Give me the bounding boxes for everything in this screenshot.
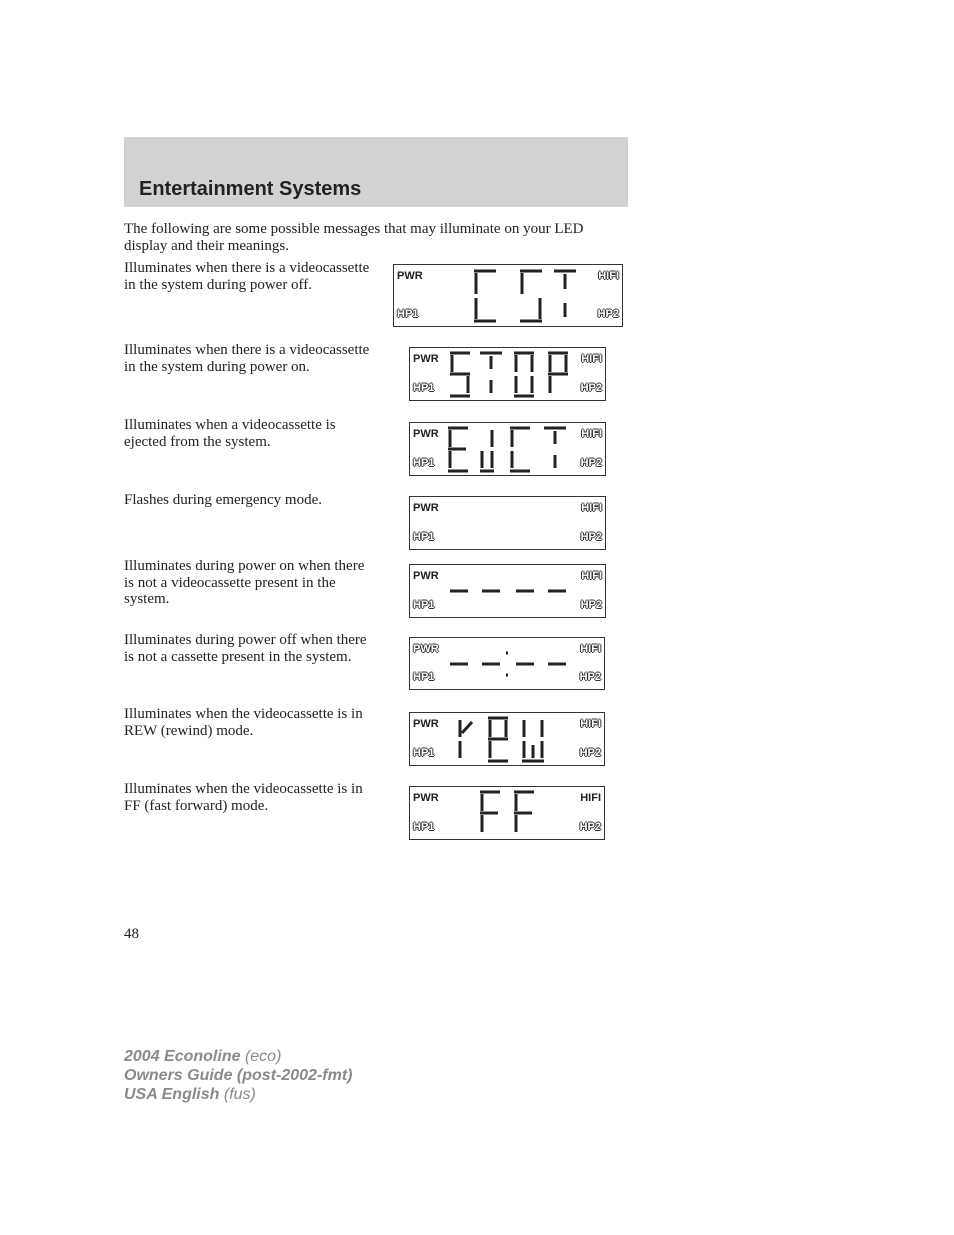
section-title: Entertainment Systems [139, 178, 362, 200]
message-description-ejct: Illuminates when a videocassette is ejected from the system. [124, 417, 336, 450]
hifi-indicator: HIFI [581, 428, 602, 440]
message-description-no-cassette-off: Illuminates during power off when there is not a cassette present in the system. [124, 632, 367, 665]
hp1-indicator: HP1 [413, 747, 435, 759]
lcd-display-no-cassette-on [409, 564, 606, 618]
lcd-display-cst [393, 264, 623, 327]
message-description-stop: Illuminates when there is a videocassette in the system during power on. [124, 342, 370, 375]
hifi-indicator: HIFI [581, 353, 602, 365]
hifi-indicator: HIFI [598, 270, 619, 282]
message-description-cst: Illuminates when there is a videocassette in the system during power off. [124, 260, 370, 293]
pwr-indicator: PWR [397, 270, 423, 282]
footer-line-1: 2004 Econoline (eco) [124, 1048, 282, 1065]
hifi-indicator: HIFI [581, 570, 602, 582]
pwr-indicator: PWR [413, 502, 439, 514]
lcd-display-ejct [409, 422, 606, 476]
segment-digits-cst [394, 265, 624, 328]
pwr-indicator: PWR [413, 570, 439, 582]
hp2-indicator: HP2 [580, 382, 602, 394]
hp1-indicator: HP1 [413, 821, 435, 833]
segment-digits-ejct [410, 423, 607, 477]
hp2-indicator: HP2 [579, 821, 601, 833]
pwr-indicator: PWR [413, 643, 439, 655]
hifi-indicator: HIFI [580, 643, 601, 655]
page-number: 48 [124, 926, 139, 942]
seg [462, 722, 472, 733]
segment-digits-stop [410, 348, 607, 402]
hp2-indicator: HP2 [579, 671, 601, 683]
segment-digits-dashes [410, 565, 607, 619]
message-description-rew: Illuminates when the videocassette is in REW (rewind) mode. [124, 706, 363, 739]
hp1-indicator: HP1 [413, 599, 435, 611]
lcd-display-rew [409, 712, 605, 766]
hifi-indicator: HIFI [581, 502, 602, 514]
segment-digits-ff [410, 787, 606, 841]
hp1-indicator: HP1 [413, 457, 435, 469]
pwr-indicator: PWR [413, 792, 439, 804]
hp2-indicator: HP2 [580, 457, 602, 469]
pwr-indicator: PWR [413, 353, 439, 365]
hp1-indicator: HP1 [397, 308, 419, 320]
pwr-indicator: PWR [413, 428, 439, 440]
hp1-indicator: HP1 [413, 671, 435, 683]
message-description-ff: Illuminates when the videocassette is in FF (fast forward) mode. [124, 781, 363, 814]
hp2-indicator: HP2 [579, 747, 601, 759]
message-description-emergency: Flashes during emergency mode. [124, 492, 323, 508]
document-footer [124, 1047, 352, 1104]
hifi-indicator: HIFI [580, 792, 601, 804]
hifi-indicator: HIFI [580, 718, 601, 730]
hp1-indicator: HP1 [413, 531, 435, 543]
hp2-indicator: HP2 [580, 531, 602, 543]
lcd-display-stop [409, 347, 606, 401]
lcd-display-no-cassette-off [409, 637, 605, 690]
hp1-indicator: HP1 [413, 382, 435, 394]
message-description-no-cassette-on: Illuminates during power on when there is not a videocassette present in the system. [124, 558, 365, 607]
segment-digits-clock-dashes [410, 638, 606, 691]
hp2-indicator: HP2 [597, 308, 619, 320]
footer-line-2: Owners Guide (post-2002-fmt) [124, 1067, 353, 1084]
lcd-display-emergency [409, 496, 606, 550]
hp2-indicator: HP2 [580, 599, 602, 611]
segment-digits-rew [410, 713, 606, 767]
footer-line-3: USA English (fus) [124, 1086, 256, 1103]
section-header [124, 137, 628, 207]
pwr-indicator: PWR [413, 718, 439, 730]
lcd-display-ff [409, 786, 605, 840]
intro-paragraph: The following are some possible messages that may illuminate on your LED display and their meanings. [124, 221, 584, 254]
